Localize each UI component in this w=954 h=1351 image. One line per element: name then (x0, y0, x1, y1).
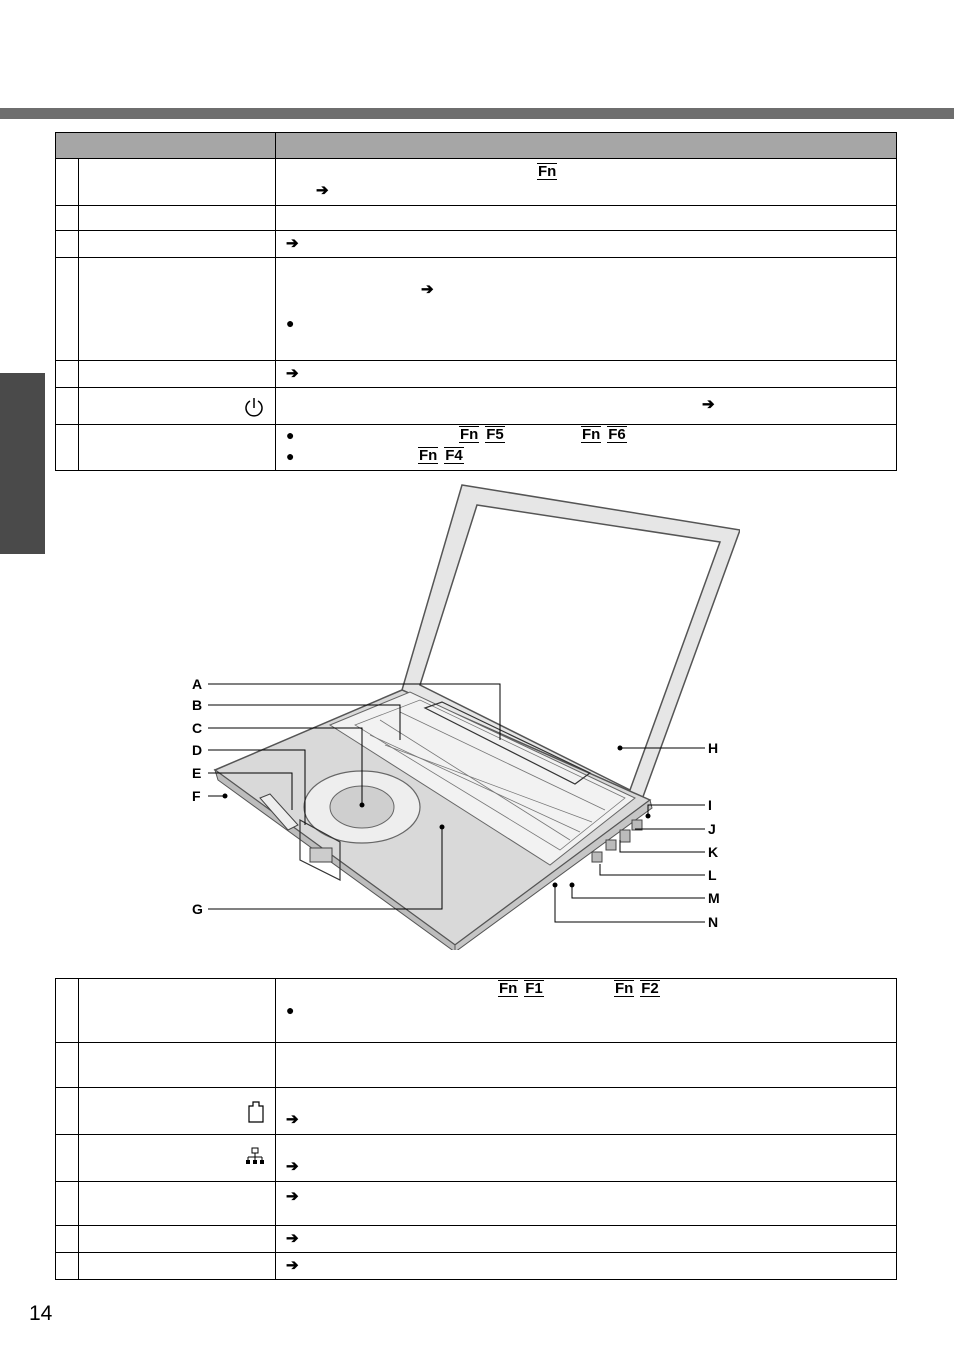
table-row (56, 1253, 897, 1280)
callout-b: B (192, 697, 203, 713)
callout-l: L (708, 867, 717, 883)
arrow-icon: ➔ (286, 235, 299, 252)
arrow-icon: ➔ (316, 182, 329, 199)
table-row (56, 1135, 897, 1182)
fn-key: Fn (582, 426, 601, 443)
bullet-icon: ● (286, 315, 295, 331)
callout-g: G (192, 901, 203, 917)
callout-k: K (708, 844, 719, 860)
bullet-icon: ● (286, 1002, 295, 1018)
arrow-icon: ➔ (702, 396, 715, 413)
callout-h: H (708, 740, 719, 756)
table-header-row (56, 133, 897, 159)
table-row (56, 1043, 897, 1088)
callout-n: N (708, 914, 719, 930)
arrow-icon: ➔ (286, 1257, 299, 1274)
bullet-icon: ● (286, 427, 295, 443)
arrow-icon: ➔ (286, 365, 299, 382)
callout-c: C (192, 720, 203, 736)
modem-port-icon (247, 1100, 265, 1127)
table-row (56, 388, 897, 425)
callout-d: D (192, 742, 203, 758)
table-row (56, 425, 897, 471)
f5-key: F5 (486, 426, 504, 443)
f6-key: F6 (608, 426, 626, 443)
callout-m: M (708, 890, 720, 906)
chapter-tab (0, 373, 45, 554)
table-row (56, 231, 897, 258)
table-row (56, 361, 897, 388)
table-row (56, 1182, 897, 1226)
callout-a: A (192, 676, 203, 692)
bullet-icon: ● (286, 448, 295, 464)
table-row (56, 258, 897, 361)
laptop-illustration (180, 480, 740, 950)
table-row (56, 1088, 897, 1135)
power-icon (243, 396, 265, 423)
callout-j: J (708, 821, 716, 837)
table-row (56, 1226, 897, 1253)
f2-key: F2 (641, 980, 659, 997)
f1-key: F1 (525, 980, 543, 997)
header-bar (0, 108, 954, 119)
callout-i: I (708, 797, 712, 813)
lan-port-icon (245, 1147, 265, 1170)
callout-e: E (192, 765, 202, 781)
fn-key: Fn (499, 980, 518, 997)
table-row (56, 206, 897, 231)
fn-key: Fn (419, 447, 438, 464)
parts-table-bottom (55, 978, 897, 1280)
arrow-icon: ➔ (421, 281, 434, 298)
table-row (56, 159, 897, 206)
fn-key: Fn (460, 426, 479, 443)
page-number: 14 (29, 1302, 53, 1325)
arrow-icon: ➔ (286, 1188, 299, 1205)
arrow-icon: ➔ (286, 1158, 299, 1175)
fn-key: Fn (615, 980, 634, 997)
arrow-icon: ➔ (286, 1111, 299, 1128)
callout-f: F (192, 788, 201, 804)
arrow-icon: ➔ (286, 1230, 299, 1247)
f4-key: F4 (445, 447, 463, 464)
table-row (56, 979, 897, 1043)
parts-table-top (55, 132, 897, 471)
fn-key: Fn (538, 163, 557, 180)
